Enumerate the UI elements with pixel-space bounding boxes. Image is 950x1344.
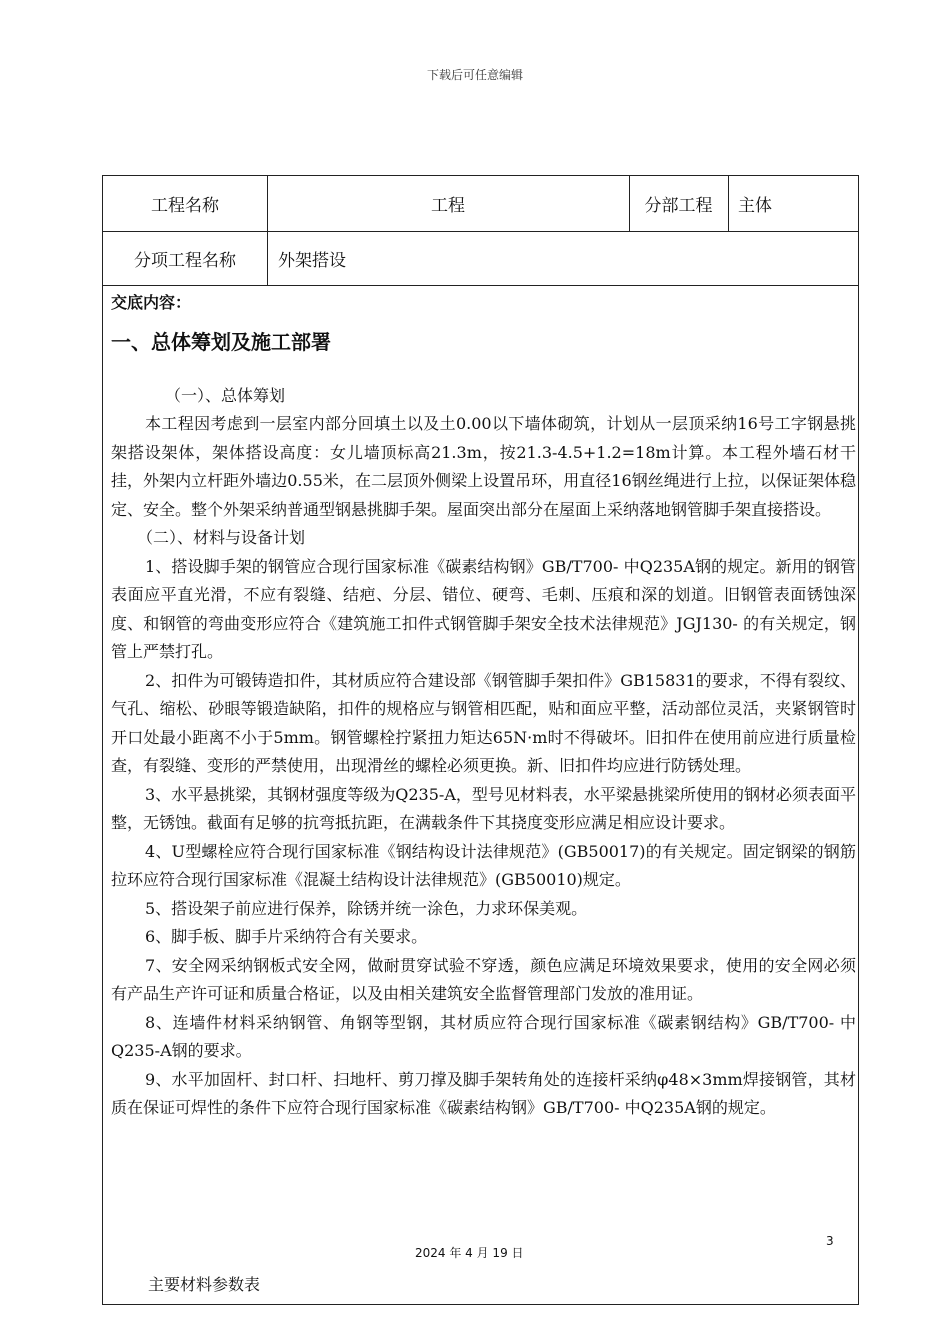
document-date: 2024 年 4 月 19 日	[415, 1246, 524, 1260]
project-name-value: 工程	[431, 196, 465, 216]
subitem-label: 分项工程名称	[134, 251, 236, 271]
list-item: 2、扣件为可锻铸造扣件，其材质应符合建设部《钢管脚手架扣件》GB15831的要求，不得有裂纹、气孔、缩松、砂眼等锻造缺陷，扣件的规格应与钢管相匹配，贴和面应平整，活动部位灵活，夹紧钢管时开口处最小距离不小于5mm。钢管螺栓拧紧扭力矩达65N·m时不得破坏。旧扣件在使用前应进行质量检查，有裂缝、变形的严禁使用，出现滑丝的螺栓必须更换。新、旧扣件均应进行防锈处理。	[111, 670, 856, 775]
paragraph-overview: 本工程因考虑到一层室内部分回填土以及土0.00以下墙体砌筑，计划从一层顶采纳16号工字钢悬挑架搭设架体，架体搭设高度：女儿墙顶标高21.3m，按21.3-4.5+1.2=18m计算。本工程外墙石材干挂，外架内立杆距外墙边0.55米，在二层顶外侧梁上设置吊环，用直径16钢丝绳进行上拉，以保证架体稳定、安全。整个外架采纳普通型钢悬挑脚手架。屋面突出部分在屋面上采纳落地钢管脚手架直接搭设。	[111, 414, 856, 519]
list-item: 6、脚手板、脚手片采纳符合有关要求。	[145, 927, 428, 946]
list-item: 4、U型螺栓应符合现行国家标准《钢结构设计法律规范》(GB50017)的有关规定。固定钢梁的钢筋拉环应符合现行国家标准《混凝土结构设计法律规范》(GB50010)规定。	[111, 841, 856, 889]
subitem-value: 外架搭设	[278, 251, 346, 271]
list-item: 9、水平加固杆、封口杆、扫地杆、剪刀撑及脚手架转角处的连接杆采纳φ48×3mm焊接钢管，其材质在保证可焊性的条件下应符合现行国家标准《碳素结构钢》GB/T700- 中Q235A钢的规定。	[111, 1069, 856, 1117]
project-name-label: 工程名称	[151, 196, 219, 216]
list-item: 7、安全网采纳钢板式安全网，做耐贯穿试验不穿透，颜色应满足环境效果要求，使用的安全网必须有产品生产许可证和质量合格证，以及由相关建筑安全监督管理部门发放的准用证。	[111, 955, 856, 1003]
division-label: 分部工程	[644, 196, 713, 216]
table-row-subitem	[103, 232, 858, 286]
section-heading: 一、总体筹划及施工部署	[111, 329, 331, 354]
list-item: 1、搭设脚手架的钢管应合现行国家标准《碳素结构钢》GB/T700- 中Q235A钢的规定。新用的钢管表面应平直光滑，不应有裂缝、结疤、分层、错位、硬弯、毛刺、压痕和深的划道。旧钢管表面锈蚀深度、和钢管的弯曲变形应符合《建筑施工扣件式钢管脚手架安全技术法律规范》JGJ130- 的有关规定，钢管上严禁打孔。	[111, 556, 856, 661]
list-item: 8、连墙件材料采纳钢管、角钢等型钢，其材质应符合现行国家标准《碳素钢结构》GB/T700- 中Q235-A钢的要求。	[111, 1012, 856, 1060]
content-label: 交底内容：	[111, 293, 192, 312]
disclosure-table	[102, 175, 859, 1305]
list-item: 5、搭设架子前应进行保养，除锈并统一涂色，力求环保美观。	[145, 898, 588, 918]
page-number: 3	[826, 1234, 834, 1248]
subsection-heading-1: （一）、总体筹划	[165, 385, 286, 405]
disclosure-content	[111, 289, 856, 1123]
header-note: 下载后可任意编辑	[426, 68, 523, 82]
table-row-project	[103, 176, 858, 232]
list-item: 3、水平悬挑梁，其钢材强度等级为Q235-A，型号见材料表，水平梁悬挑梁所使用的钢材必须表面平整，无锈蚀。截面有足够的抗弯抵抗距，在满载条件下其挠度变形应满足相应设计要求。	[111, 784, 856, 832]
materials-table-caption: 主要材料参数表	[148, 1275, 261, 1294]
division-value: 主体	[738, 196, 772, 216]
subsection-heading-2: （二）、材料与设备计划	[137, 528, 306, 547]
